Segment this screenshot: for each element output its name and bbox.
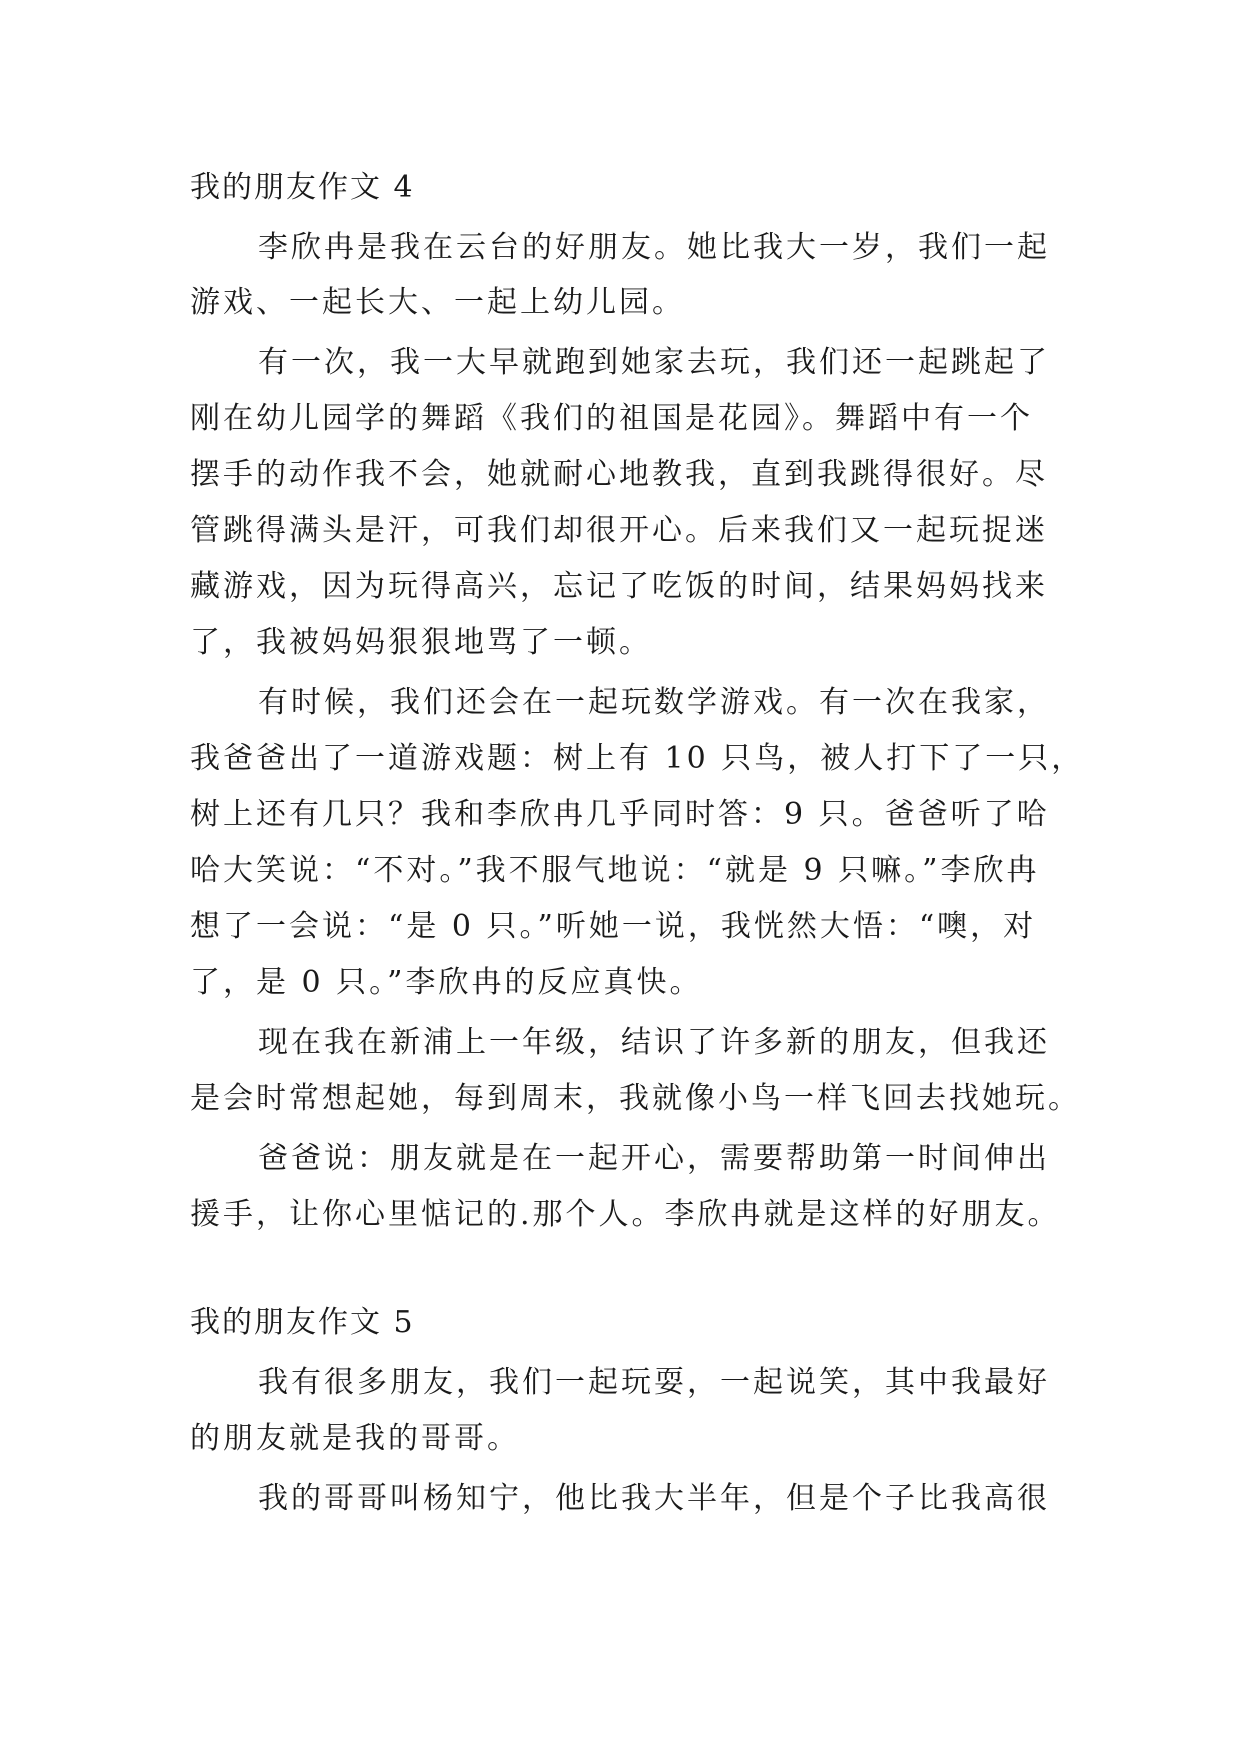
- paragraph-line: 我爸爸出了一道游戏题：树上有 10 只鸟，被人打下了一只，: [190, 741, 1085, 776]
- paragraph-line: 哈大笑说：“不对。”我不服气地说：“就是 9 只嘛。”李欣冉: [190, 853, 1040, 888]
- paragraph-line: 了，是 0 只。”李欣冉的反应真快。: [190, 965, 703, 1000]
- paragraph-line: 藏游戏，因为玩得高兴，忘记了吃饭的时间，结果妈妈找来: [190, 569, 1048, 604]
- paragraph-line: 的朋友就是我的哥哥。: [190, 1421, 520, 1456]
- paragraph-line: 摆手的动作我不会，她就耐心地教我，直到我跳得很好。尽: [190, 457, 1048, 492]
- paragraph-line: 树上还有几只？我和李欣冉几乎同时答：9 只。爸爸听了哈: [190, 797, 1050, 832]
- paragraph-line: 我有很多朋友，我们一起玩耍，一起说笑，其中我最好: [258, 1365, 1050, 1400]
- paragraph-line: 了，我被妈妈狠狠地骂了一顿。: [190, 625, 652, 660]
- paragraph-line: 我的哥哥叫杨知宁，他比我大半年，但是个子比我高很: [258, 1481, 1050, 1516]
- paragraph-line: 是会时常想起她，每到周末，我就像小鸟一样飞回去找她玩。: [190, 1081, 1081, 1116]
- paragraph-line: 有一次，我一大早就跑到她家去玩，我们还一起跳起了: [258, 345, 1050, 380]
- paragraph-line: 刚在幼儿园学的舞蹈《我们的祖国是花园》。舞蹈中有一个: [190, 401, 1033, 436]
- paragraph-line: 想了一会说：“是 0 只。”听她一说，我恍然大悟：“噢，对: [190, 909, 1037, 944]
- section-title: 我的朋友作文 4: [190, 170, 415, 205]
- paragraph-line: 爸爸说：朋友就是在一起开心，需要帮助第一时间伸出: [258, 1141, 1050, 1176]
- paragraph-line: 李欣冉是我在云台的好朋友。她比我大一岁，我们一起: [258, 230, 1050, 265]
- paragraph-line: 游戏、一起长大、一起上幼儿园。: [190, 285, 685, 320]
- paragraph-line: 援手，让你心里惦记的.那个人。李欣冉就是这样的好朋友。: [190, 1197, 1061, 1232]
- paragraph-line: 现在我在新浦上一年级，结识了许多新的朋友，但我还: [258, 1025, 1050, 1060]
- paragraph-line: 有时候，我们还会在一起玩数学游戏。有一次在我家，: [258, 685, 1050, 720]
- section-title: 我的朋友作文 5: [190, 1305, 415, 1340]
- paragraph-line: 管跳得满头是汗，可我们却很开心。后来我们又一起玩捉迷: [190, 513, 1048, 548]
